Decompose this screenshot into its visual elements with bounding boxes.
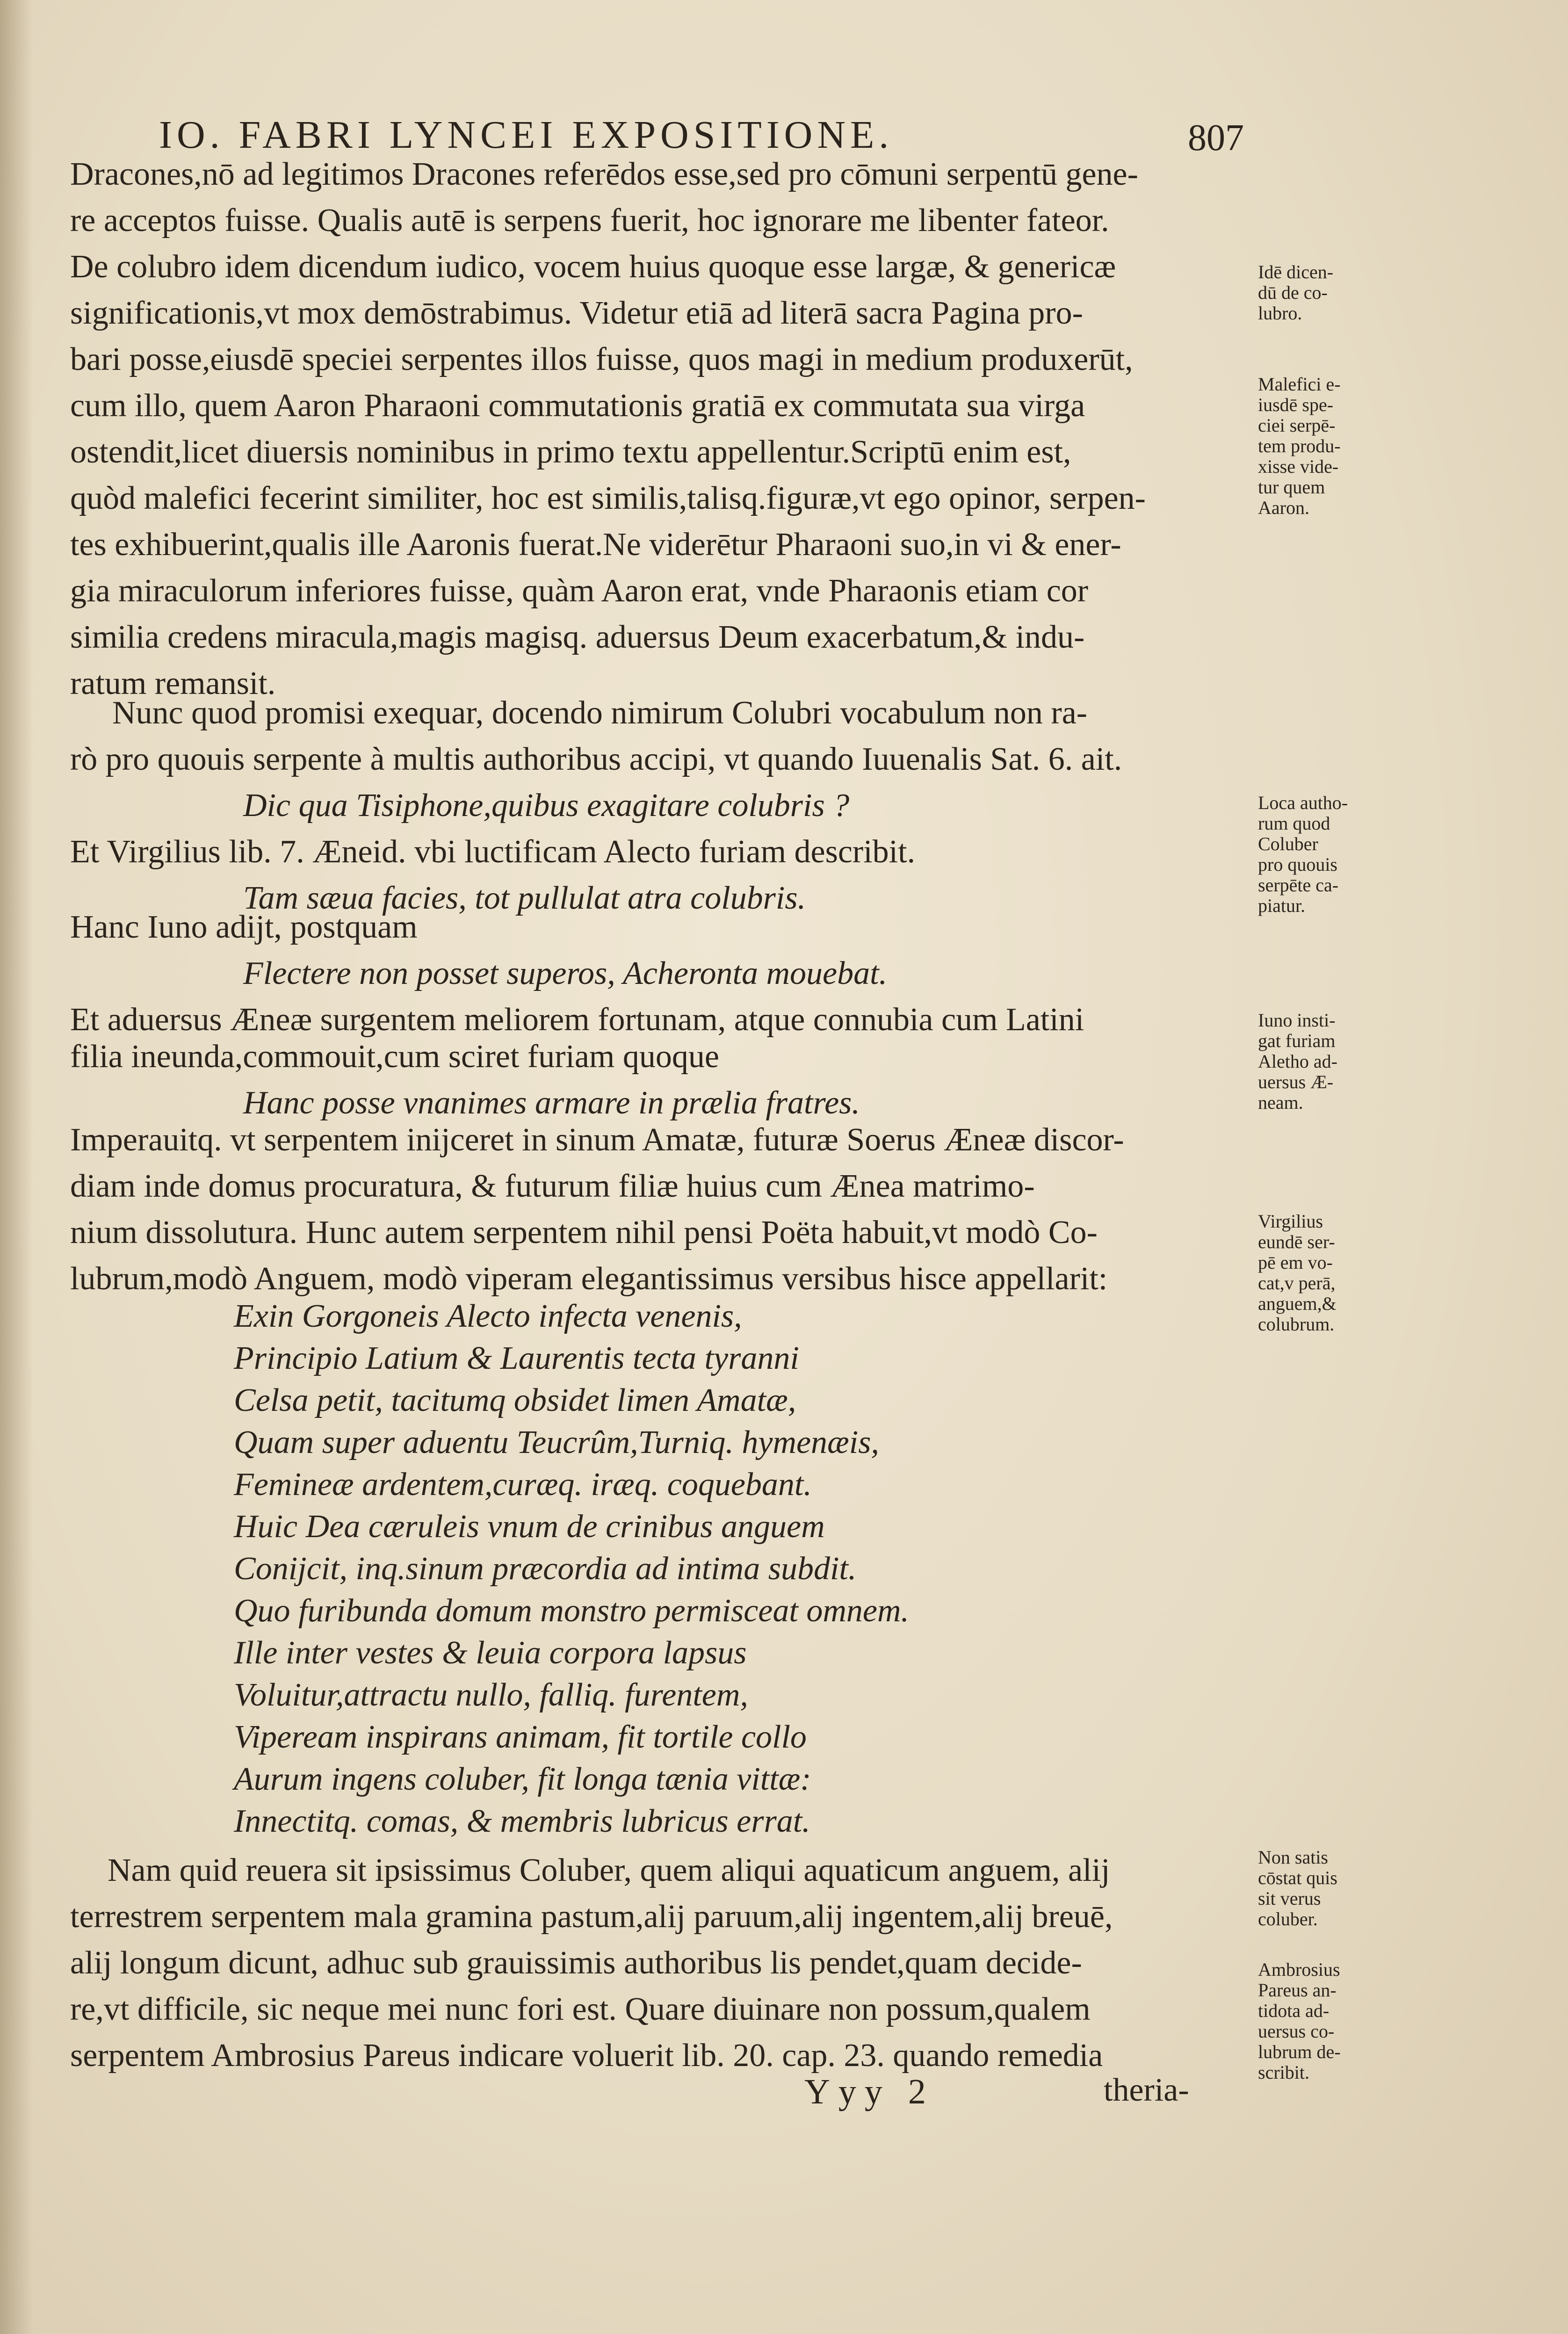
text-line: terrestrem serpentem mala gramina pastum,alij paruum,alij ingentem,alij breuē,	[70, 1899, 1113, 1935]
text-line: Et aduersus Æneæ surgentem meliorem fortunam, atque connubia cum Latini	[70, 1002, 1084, 1038]
text-line: diam inde domus procuratura, & futurum filiæ huius cum Ænea matrimo-	[70, 1168, 1035, 1204]
text-line: bari posse,eiusdē speciei serpentes illos fuisse, quos magi in medium produxerūt,	[70, 341, 1133, 377]
text-line: De colubro idem dicendum iudico, vocem huius quoque esse largæ, & genericæ	[70, 249, 1116, 285]
verse-line: Huic Dea cæruleis vnum de crinibus anguem	[234, 1509, 825, 1545]
text-line: Imperauitq. vt serpentem inijceret in sinum Amatæ, futuræ Soerus Æneæ discor-	[70, 1122, 1124, 1158]
margin-note: Virgilius eundē ser- pē em vo- cat,v perā, anguem,& colubrum.	[1258, 1211, 1337, 1335]
text-line: significationis,vt mox demōstrabimus. Videtur etiā ad literā sacra Pagina pro-	[70, 295, 1083, 331]
margin-note: Iuno insti- gat furiam Aletho ad- uersus Æ- neam.	[1258, 1010, 1337, 1113]
text-line: Et Virgilius lib. 7. Æneid. vbi luctificam Alecto furiam describit.	[70, 834, 916, 870]
signature-mark: Yyy 2	[804, 2072, 934, 2111]
text-line: nium dissolutura. Hunc autem serpentem nihil pensi Poëta habuit,vt modò Co-	[70, 1214, 1098, 1250]
verse-line: Tam sæua facies, tot pullulat atra colubris.	[243, 880, 806, 916]
verse-line: Vipeream inspirans animam, fit tortile collo	[234, 1719, 807, 1755]
verse-line: Femineæ ardentem,curæq. iræq. coquebant.	[234, 1467, 812, 1503]
text-line: re,vt difficile, sic neque mei nunc fori est. Quare diuinare non possum,qualem	[70, 1991, 1091, 2027]
text-line: similia credens miracula,magis magisq. aduersus Deum exacerbatum,& indu-	[70, 619, 1085, 655]
text-line: ratum remansit.	[70, 665, 276, 701]
text-line: quòd malefici fecerint similiter, hoc est similis,talisq.figuræ,vt ego opinor, serpen-	[70, 480, 1146, 516]
margin-note: Malefici e- iusdē spe- ciei serpē- tem produ- xisse vide- tur quem Aaron.	[1258, 374, 1341, 518]
margin-note: Non satis cōstat quis sit verus coluber.	[1258, 1847, 1337, 1929]
margin-note: Loca autho- rum quod Coluber pro quouis serpēte ca- piatur.	[1258, 792, 1348, 916]
verse-line: Ille inter vestes & leuia corpora lapsus	[234, 1635, 747, 1671]
text-line: re acceptos fuisse. Qualis autē is serpens fuerit, hoc ignorare me libenter fateor.	[70, 202, 1109, 238]
text-line: Dracones,nō ad legitimos Dracones referēdos esse,sed pro cōmuni serpentū gene-	[70, 156, 1138, 192]
running-head: IO. FABRI LYNCEI EXPOSITIONE.	[159, 113, 894, 157]
verse-line: Celsa petit, tacitumq obsidet limen Amatæ,	[234, 1382, 796, 1418]
verse-line: Voluitur,attractu nullo, falliq. furentem,	[234, 1677, 748, 1713]
verse-line: Quam super aduentu Teucrûm,Turniq. hymenæis,	[234, 1424, 879, 1460]
text-line: Nunc quod promisi exequar, docendo nimirum Colubri vocabulum non ra-	[112, 695, 1088, 731]
catchword: theria-	[1104, 2072, 1189, 2108]
page-gutter-shadow	[0, 0, 33, 2334]
text-line: ostendit,licet diuersis nominibus in primo textu appellentur.Scriptū enim est,	[70, 434, 1071, 470]
text-line: tes exhibuerint,qualis ille Aaronis fuerat.Ne viderētur Pharaoni suo,in vi & ener-	[70, 527, 1121, 563]
text-line: rò pro quouis serpente à multis authoribus accipi, vt quando Iuuenalis Sat. 6. ait.	[70, 741, 1122, 777]
margin-note: Ambrosius Pareus an- tidota ad- uersus co- lubrum de- scribit.	[1258, 1959, 1341, 2083]
verse-line: Flectere non posset superos, Acheronta mouebat.	[243, 955, 888, 991]
verse-line: Dic qua Tisiphone,quibus exagitare colubris ?	[243, 788, 850, 824]
verse-line: Principio Latium & Laurentis tecta tyranni	[234, 1340, 799, 1376]
text-line: cum illo, quem Aaron Pharaoni commutationis gratiā ex commutata sua virga	[70, 388, 1085, 424]
text-line: serpentem Ambrosius Pareus indicare voluerit lib. 20. cap. 23. quando remedia	[70, 2038, 1103, 2074]
verse-line: Exin Gorgoneis Alecto infecta venenis,	[234, 1298, 742, 1334]
verse-line: Aurum ingens coluber, fit longa tænia vittæ:	[234, 1761, 811, 1797]
page-number: 807	[1188, 117, 1244, 159]
text-line: Nam quid reuera sit ipsissimus Coluber, quem aliqui aquaticum anguem, alij	[108, 1852, 1110, 1888]
verse-line: Conijcit, inq.sinum præcordia ad intima subdit.	[234, 1551, 857, 1587]
text-line: lubrum,modò Anguem, modò viperam elegantissimus versibus hisce appellarit:	[70, 1261, 1108, 1297]
text-line: alij longum dicunt, adhuc sub grauissimis authoribus lis pendet,quam decide-	[70, 1945, 1082, 1981]
margin-note: Idē dicen- dū de co- lubro.	[1258, 261, 1334, 324]
text-line: gia miraculorum inferiores fuisse, quàm Aaron erat, vnde Pharaonis etiam cor	[70, 573, 1089, 609]
verse-line: Innectitq. comas, & membris lubricus errat.	[234, 1803, 810, 1839]
verse-line: Quo furibunda domum monstro permisceat omnem.	[234, 1593, 909, 1629]
text-line: filia ineunda,commouit,cum sciret furiam quoque	[70, 1039, 719, 1075]
verse-line: Hanc posse vnanimes armare in prælia fratres.	[243, 1085, 860, 1121]
text-line: Hanc Iuno adijt, postquam	[70, 909, 418, 945]
